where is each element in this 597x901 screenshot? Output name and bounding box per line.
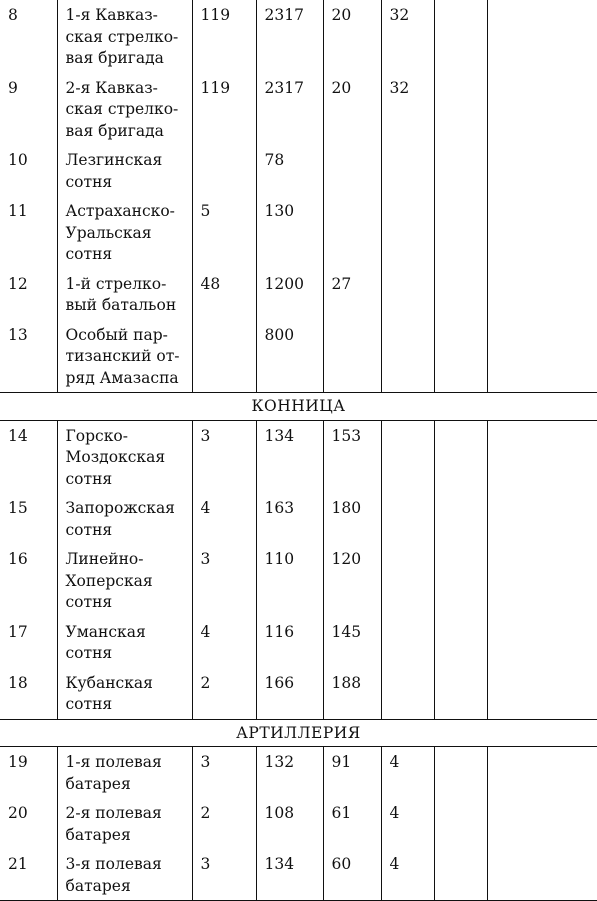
row-number: 15	[0, 493, 57, 544]
value-cell-c5	[434, 617, 487, 668]
value-cell-c5	[434, 0, 487, 73]
table-row	[0, 747, 597, 799]
value-cell-c3: 180	[323, 493, 381, 544]
unit-name	[57, 544, 192, 617]
value-cell-c3: 153	[323, 420, 381, 493]
table-row	[0, 73, 597, 146]
value-cell-c6	[487, 269, 597, 320]
row-number: 8	[0, 0, 57, 73]
value-cell-c4	[381, 544, 434, 617]
table-row	[0, 0, 597, 73]
value-cell-c2: 134	[256, 420, 323, 493]
row-number: 19	[0, 747, 57, 799]
section-heading-cavalry: КОННИЦА	[0, 393, 597, 421]
value-cell-c2: 110	[256, 544, 323, 617]
unit-name-line: Линейно-	[65, 550, 144, 568]
unit-name	[57, 196, 192, 269]
value-cell-c1: 3	[192, 747, 256, 799]
unit-name-line: батарея	[65, 774, 131, 793]
value-cell-c5	[434, 544, 487, 617]
value-cell-c4: 32	[381, 73, 434, 146]
value-cell-c6	[487, 145, 597, 196]
unit-name-line: сотня	[65, 593, 113, 611]
unit-name-line: ская стрелко-	[65, 27, 179, 46]
unit-name	[57, 493, 192, 544]
value-cell-c2: 116	[256, 617, 323, 668]
unit-name	[57, 617, 192, 668]
table-row	[0, 145, 597, 196]
row-number: 21	[0, 849, 57, 901]
value-cell-c1: 119	[192, 73, 256, 146]
value-cell-c1: 3	[192, 420, 256, 493]
table-row	[0, 320, 597, 393]
row-number: 9	[0, 73, 57, 146]
section-heading-artillery: АРТИЛЛЕРИЯ	[0, 719, 597, 747]
value-cell-c5	[434, 747, 487, 799]
value-cell-c6	[487, 0, 597, 73]
value-cell-c6	[487, 320, 597, 393]
value-cell-c5	[434, 420, 487, 493]
value-cell-c3: 120	[323, 544, 381, 617]
unit-name	[57, 320, 192, 393]
unit-name	[57, 668, 192, 720]
value-cell-c2: 800	[256, 320, 323, 393]
value-cell-c3: 20	[323, 0, 381, 73]
table-row	[0, 269, 597, 320]
value-cell-c1: 3	[192, 544, 256, 617]
unit-name-line: Моздокская	[65, 448, 166, 466]
unit-name-line: ряд Амазаспа	[65, 368, 179, 387]
table-row	[0, 798, 597, 849]
value-cell-c3	[323, 145, 381, 196]
unit-name-line: сотня	[65, 172, 113, 191]
unit-name-line: сотня	[65, 469, 113, 488]
value-cell-c2: 1200	[256, 269, 323, 320]
unit-name-line: 2-я Кавказ-	[65, 78, 158, 97]
value-cell-c5	[434, 849, 487, 901]
value-cell-c1: 5	[192, 196, 256, 269]
row-number: 14	[0, 420, 57, 493]
unit-name-line: ская стрелко-	[65, 100, 179, 118]
value-cell-c1	[192, 145, 256, 196]
value-cell-c1	[192, 320, 256, 393]
value-cell-c2: 78	[256, 145, 323, 196]
value-cell-c4	[381, 196, 434, 269]
value-cell-c2: 130	[256, 196, 323, 269]
unit-name-line: Горско-	[65, 426, 128, 445]
unit-name-line: 2-я полевая	[65, 804, 162, 822]
unit-name-line: 3-я полевая	[65, 855, 162, 873]
value-cell-c6	[487, 617, 597, 668]
value-cell-c4: 32	[381, 0, 434, 73]
row-number: 11	[0, 196, 57, 269]
unit-name-line: вая бригада	[65, 121, 164, 140]
value-cell-c2: 132	[256, 747, 323, 799]
value-cell-c1: 3	[192, 849, 256, 901]
infantry-rows	[0, 0, 597, 393]
value-cell-c4	[381, 420, 434, 493]
unit-name-line: Астраханско-	[65, 202, 175, 220]
value-cell-c5	[434, 493, 487, 544]
unit-name	[57, 145, 192, 196]
unit-name-line: батарея	[65, 876, 131, 895]
row-number: 17	[0, 617, 57, 668]
table-row	[0, 617, 597, 668]
unit-name	[57, 798, 192, 849]
value-cell-c1: 2	[192, 668, 256, 720]
value-cell-c3: 61	[323, 798, 381, 849]
value-cell-c4	[381, 320, 434, 393]
value-cell-c5	[434, 196, 487, 269]
unit-name-line: Особый пар-	[65, 325, 168, 344]
value-cell-c2: 2317	[256, 0, 323, 73]
table-row	[0, 668, 597, 720]
value-cell-c3	[323, 320, 381, 393]
value-cell-c5	[434, 73, 487, 146]
unit-name-line: Лезгинская	[65, 151, 163, 169]
unit-name	[57, 849, 192, 901]
value-cell-c5	[434, 320, 487, 393]
value-cell-c1: 48	[192, 269, 256, 320]
value-cell-c2: 134	[256, 849, 323, 901]
value-cell-c6	[487, 798, 597, 849]
unit-name-line: сотня	[65, 695, 113, 713]
unit-name-line: Уральская	[65, 223, 152, 242]
value-cell-c3: 60	[323, 849, 381, 901]
unit-name	[57, 0, 192, 73]
table-row	[0, 544, 597, 617]
unit-name-line: 1-я Кавказ-	[65, 6, 158, 24]
artillery-section	[0, 719, 597, 747]
value-cell-c1: 2	[192, 798, 256, 849]
row-number: 16	[0, 544, 57, 617]
value-cell-c3: 20	[323, 73, 381, 146]
cavalry-section	[0, 393, 597, 421]
value-cell-c2: 166	[256, 668, 323, 720]
unit-name-line: вый батальон	[65, 296, 177, 314]
unit-name	[57, 747, 192, 799]
row-number: 13	[0, 320, 57, 393]
value-cell-c4	[381, 493, 434, 544]
unit-name	[57, 269, 192, 320]
value-cell-c4	[381, 145, 434, 196]
value-cell-c6	[487, 849, 597, 901]
value-cell-c6	[487, 196, 597, 269]
value-cell-c5	[434, 269, 487, 320]
value-cell-c4: 4	[381, 849, 434, 901]
value-cell-c4	[381, 668, 434, 720]
value-cell-c3	[323, 196, 381, 269]
value-cell-c6	[487, 668, 597, 720]
row-number: 18	[0, 668, 57, 720]
value-cell-c1: 4	[192, 493, 256, 544]
unit-name-line: Кубанская	[65, 673, 153, 692]
table-row	[0, 849, 597, 901]
unit-name-line: 1-я полевая	[65, 753, 162, 771]
unit-name-line: сотня	[65, 245, 113, 263]
cavalry-rows	[0, 420, 597, 719]
value-cell-c4: 4	[381, 798, 434, 849]
unit-name	[57, 73, 192, 146]
unit-name	[57, 420, 192, 493]
table-row	[0, 420, 597, 493]
value-cell-c6	[487, 493, 597, 544]
value-cell-c3: 188	[323, 668, 381, 720]
table-row	[0, 196, 597, 269]
value-cell-c2: 163	[256, 493, 323, 544]
value-cell-c6	[487, 73, 597, 146]
row-number: 12	[0, 269, 57, 320]
row-number: 10	[0, 145, 57, 196]
unit-name-line: сотня	[65, 644, 113, 662]
value-cell-c2: 108	[256, 798, 323, 849]
unit-name-line: вая бригада	[65, 49, 164, 67]
value-cell-c2: 2317	[256, 73, 323, 146]
unit-name-line: Хоперская	[65, 571, 153, 590]
unit-name-line: Запорожская	[65, 499, 175, 517]
unit-name-line: тизанский от-	[65, 347, 180, 365]
value-cell-c6	[487, 544, 597, 617]
value-cell-c1: 4	[192, 617, 256, 668]
unit-name-line: 1-й стрелко-	[65, 274, 167, 293]
value-cell-c4: 4	[381, 747, 434, 799]
row-number: 20	[0, 798, 57, 849]
value-cell-c5	[434, 798, 487, 849]
value-cell-c6	[487, 420, 597, 493]
value-cell-c5	[434, 668, 487, 720]
value-cell-c6	[487, 747, 597, 799]
value-cell-c3: 27	[323, 269, 381, 320]
value-cell-c4	[381, 269, 434, 320]
value-cell-c3: 91	[323, 747, 381, 799]
value-cell-c4	[381, 617, 434, 668]
value-cell-c3: 145	[323, 617, 381, 668]
unit-name-line: батарея	[65, 825, 131, 844]
table-row	[0, 493, 597, 544]
unit-name-line: Уманская	[65, 622, 146, 641]
value-cell-c1: 119	[192, 0, 256, 73]
unit-name-line: сотня	[65, 520, 113, 539]
artillery-rows	[0, 747, 597, 901]
value-cell-c5	[434, 145, 487, 196]
